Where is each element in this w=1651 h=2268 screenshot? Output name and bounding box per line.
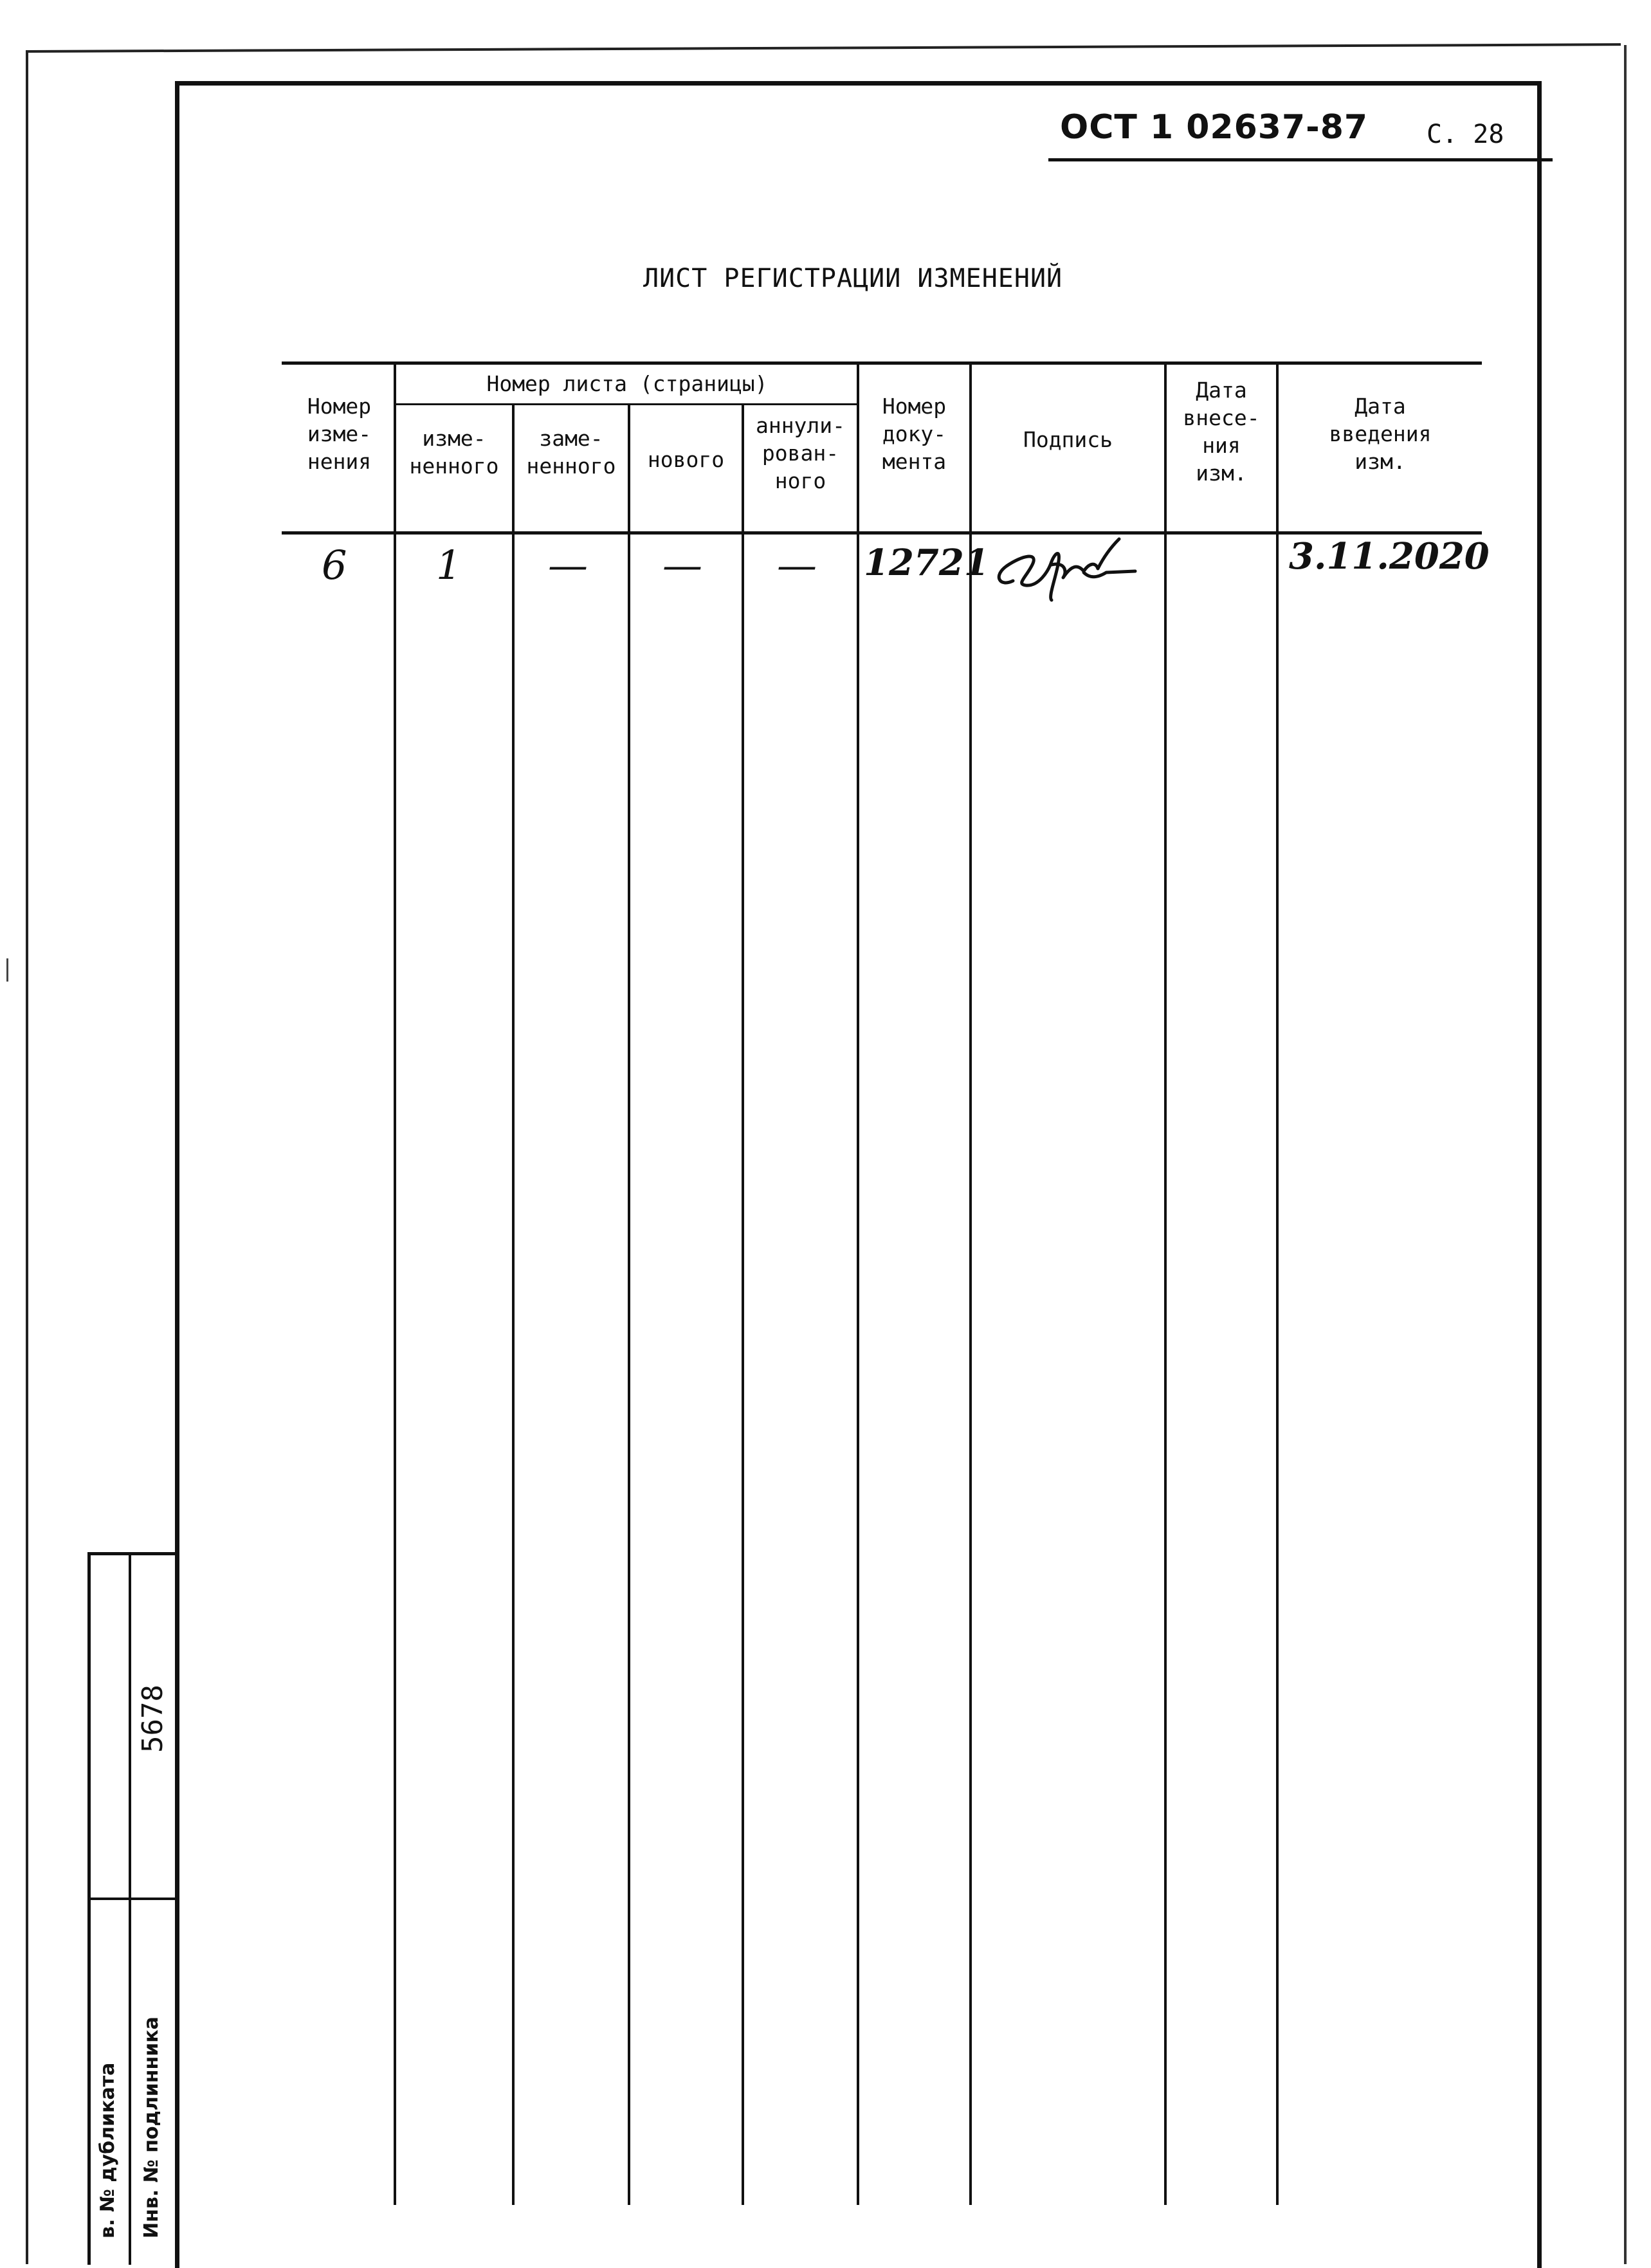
cell-change-number: 6 [322,542,347,589]
cell-changed: 1 [436,542,462,589]
handwritten-signature [987,526,1154,610]
table-top-rule [282,361,1482,365]
header-sheet-group: Номер листа (страницы) [486,371,768,396]
sheet-title: ЛИСТ РЕГИСТРАЦИИ ИЗМЕНЕНИЙ [643,264,1063,293]
subheader-rule [394,403,859,405]
header-effective-date: Дата введения изм. [1329,394,1432,474]
col-divider-8 [1276,361,1279,2205]
header-change-number: Номер изме- нения [307,394,372,474]
cell-annulled: — [777,542,817,589]
header-entry-date: Дата внесе- ния изм. [1183,378,1260,486]
cell-new: — [662,542,702,589]
original-inventory-number: 5678 [136,1685,169,1753]
col-divider-3 [628,403,630,2205]
duplicate-inventory-label: в. № дубликата [96,2062,119,2238]
header-signature: Подпись [1023,427,1113,452]
scan-mark [6,958,8,982]
header-annulled: аннули- рован- ного [755,413,846,493]
header-bottom-rule [282,531,1482,535]
sheet-edge-top [26,43,1621,53]
col-divider-6 [969,361,972,2205]
stamp-divider-horizontal [87,1898,176,1900]
col-divider-4 [742,403,744,2205]
header-changed: изме- ненного [409,426,499,479]
col-divider-7 [1164,361,1167,2205]
document-designation: ОСТ 1 02637-87 [1060,108,1369,147]
col-divider-2 [512,403,515,2205]
cell-replaced: — [548,542,588,589]
header-new: нового [647,447,725,472]
header-doc-number: Номер доку- мента [882,394,947,474]
stamp-divider-vertical [129,1552,131,2265]
header-rule [1048,158,1553,161]
col-divider-5 [857,361,859,2205]
sheet-edge-left [26,51,28,2264]
header-replaced: заме- ненного [526,426,616,479]
page-number: С. 28 [1427,120,1504,149]
cell-doc-number: 12721 [864,542,989,584]
sheet-edge-right [1624,45,1627,2264]
col-divider-1 [394,361,396,2205]
original-inventory-label: Инв. № подлинника [140,2017,163,2238]
cell-effective-date: 3.11.2020 [1289,535,1490,578]
